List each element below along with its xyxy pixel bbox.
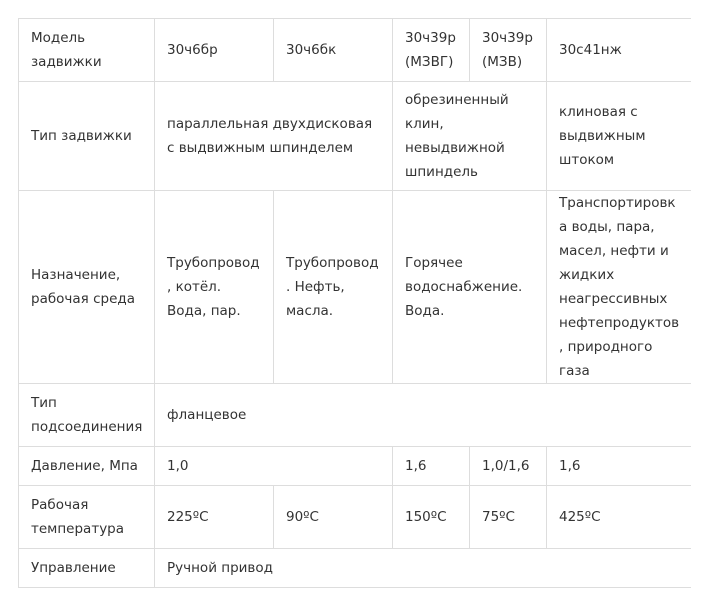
table-row-connection [19, 384, 691, 447]
table-row-pressure [19, 447, 691, 486]
cell-type-wedge: клиновая с выдвижным штоком [547, 82, 691, 191]
cell-temperature-5: 425ºС [547, 486, 691, 549]
cell-type-parallel: параллельная двухдисковая с выдвижным шпинделем [155, 82, 393, 191]
cell-temperature-4: 75ºС [470, 486, 547, 549]
table-row-model [19, 19, 691, 82]
table-row-temperature [19, 486, 691, 549]
cell-model-30ch39r-mzvg: 30ч39р (МЗВГ) [393, 19, 470, 82]
table-row-control [19, 549, 691, 588]
cell-purpose-34: Горячее водоснабжение. Вода. [393, 191, 547, 384]
cell-purpose-5: Транспортировка воды, пара, масел, нефти и жидких неагрессивных нефтепродуктов, природного газа [547, 191, 691, 384]
cell-control-value: Ручной привод [155, 549, 691, 588]
row-label-purpose: Назначение, рабочая среда [19, 191, 155, 384]
cell-temperature-2: 90ºС [274, 486, 393, 549]
cell-model-30ch6br: 30ч6бр [155, 19, 274, 82]
cell-connection-value: фланцевое [155, 384, 691, 447]
row-label-control: Управление [19, 549, 155, 588]
cell-model-30s41nzh: 30с41нж [547, 19, 691, 82]
cell-purpose-1: Трубопровод, котёл. Вода, пар. [155, 191, 274, 384]
cell-pressure-3: 1,6 [393, 447, 470, 486]
table-row-type [19, 82, 691, 191]
row-label-model: Модель задвижки [19, 19, 155, 82]
cell-type-rubber-wedge: обрезиненный клин, невыдвижной шпиндель [393, 82, 547, 191]
cell-temperature-3: 150ºС [393, 486, 470, 549]
cell-model-30ch39r-mzv: 30ч39р (МЗВ) [470, 19, 547, 82]
cell-purpose-2: Трубопровод. Нефть, масла. [274, 191, 393, 384]
valve-spec-table [18, 18, 691, 588]
row-label-pressure: Давление, Мпа [19, 447, 155, 486]
table-row-purpose [19, 191, 691, 384]
cell-temperature-1: 225ºС [155, 486, 274, 549]
row-label-connection: Тип подсоединения [19, 384, 155, 447]
row-label-type: Тип задвижки [19, 82, 155, 191]
cell-model-30ch6bk: 30ч6бк [274, 19, 393, 82]
cell-pressure-4: 1,0/1,6 [470, 447, 547, 486]
cell-pressure-5: 1,6 [547, 447, 691, 486]
row-label-temperature: Рабочая температура [19, 486, 155, 549]
cell-pressure-12: 1,0 [155, 447, 393, 486]
